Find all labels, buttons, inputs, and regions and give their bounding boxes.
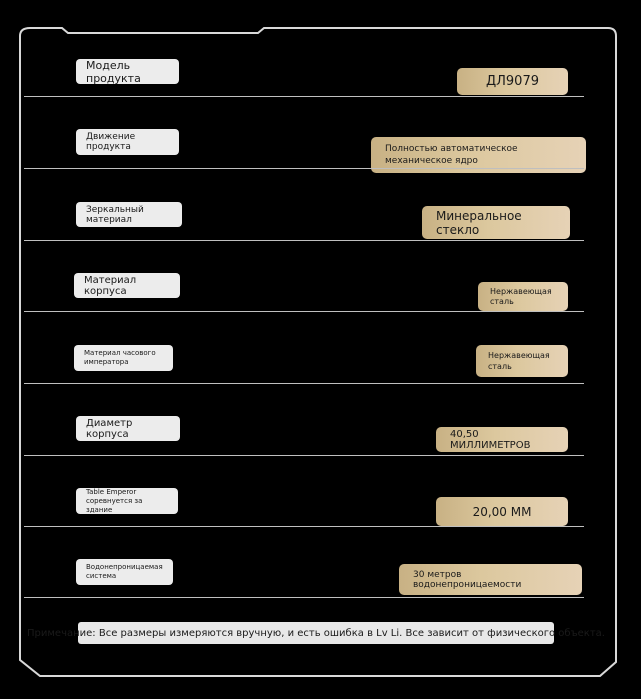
spec-value-movement: Полностью автоматическое механическое ядро	[371, 137, 586, 173]
spec-label-water-resistance: Водонепроницаемая система	[76, 559, 173, 585]
row-divider	[24, 96, 584, 97]
spec-label-diameter: Диаметр корпуса	[76, 416, 180, 441]
spec-value-case-material: Нержавеющая сталь	[478, 282, 568, 311]
spec-label-model: Модель продукта	[76, 59, 179, 84]
spec-value-thickness: 20,00 ММ	[436, 497, 568, 526]
spec-value-model: ДЛ9079	[457, 68, 568, 95]
row-divider	[24, 240, 584, 241]
row-divider	[24, 311, 584, 312]
spec-label-movement: Движение продукта	[76, 129, 179, 155]
row-divider	[24, 597, 584, 598]
row-divider	[24, 455, 584, 456]
spec-label-thickness: Table Emperor соревнуется за здание	[76, 488, 178, 514]
measurement-note: Примечание: Все размеры измеряются вручную, и есть ошибка в Lv Li. Все зависит от физического объекта.	[78, 622, 554, 644]
spec-label-glass: Зеркальный материал	[76, 202, 182, 227]
spec-value-bracelet-material: Нержавеющая сталь	[476, 345, 568, 377]
row-divider	[24, 383, 584, 384]
row-divider	[24, 168, 584, 169]
row-divider	[24, 526, 584, 527]
spec-value-water-resistance: 30 метров водонепроницаемости	[399, 564, 582, 595]
spec-label-bracelet-material: Материал часового императора	[74, 345, 173, 371]
spec-label-case-material: Материал корпуса	[74, 273, 180, 298]
spec-value-glass: Минеральное стекло	[422, 206, 570, 239]
spec-value-diameter: 40,50 МИЛЛИМЕТРОВ	[436, 427, 568, 452]
